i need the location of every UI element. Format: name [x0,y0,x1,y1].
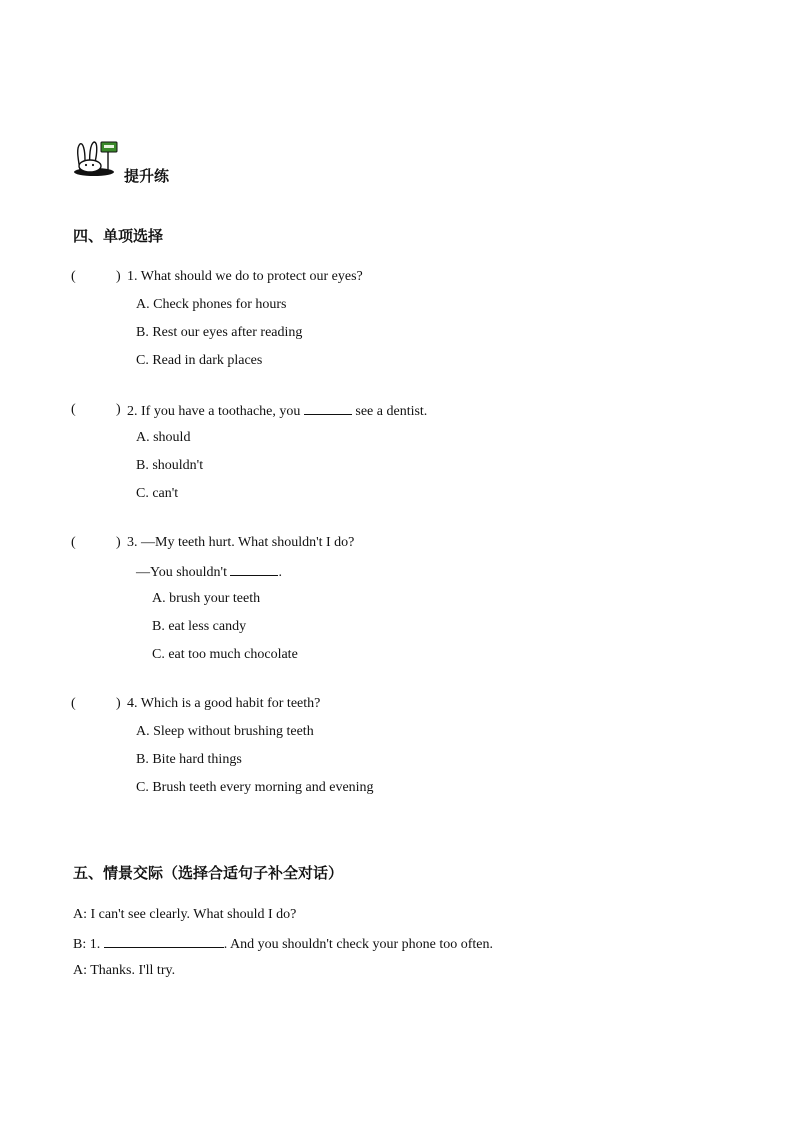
answer-paren-open: ( [71,269,76,284]
question-stem: 4. Which is a good habit for teeth? [127,696,321,711]
question-stem: 3. —My teeth hurt. What shouldn't I do? [127,535,355,550]
answer-paren-close: ) [116,402,121,417]
option-c: C. eat too much chocolate [152,647,298,662]
option-c: C. Read in dark places [136,353,263,368]
option-b: B. Rest our eyes after reading [136,325,303,340]
option-b: B. eat less candy [152,619,247,634]
dialogue-before: B: 1. [73,937,101,952]
answer-paren-close: ) [116,535,121,550]
bunny-logo-icon [72,136,124,178]
question-stem-after: see a dentist. [355,404,428,419]
option-a: A. Check phones for hours [136,297,287,312]
option-c: C. Brush teeth every morning and evening [136,780,374,795]
option-a: A. should [136,430,191,445]
dialogue-line-3: A: Thanks. I'll try. [73,963,176,978]
fill-blank[interactable] [104,934,224,948]
dialogue-line-1: A: I can't see clearly. What should I do? [73,907,297,922]
dialogue-line-2 [73,934,493,954]
option-b: B. Bite hard things [136,752,242,767]
option-a: A. Sleep without brushing teeth [136,724,314,739]
question-stem: 1. What should we do to protect our eyes? [127,269,363,284]
answer-paren-open: ( [71,535,76,550]
reply-before: —You shouldn't [136,565,227,580]
option-a: A. brush your teeth [152,591,261,606]
answer-paren-close: ) [116,696,121,711]
reply-after: . [278,565,282,580]
answer-paren-open: ( [71,402,76,417]
option-b: B. shouldn't [136,458,204,473]
fill-blank[interactable] [304,401,352,415]
section5-heading: 五、情景交际（选择合适句子补全对话） [73,864,344,882]
fill-blank[interactable] [230,562,278,576]
question-stem-before: 2. If you have a toothache, you [127,404,301,419]
option-c: C. can't [136,486,179,501]
section4-heading: 四、单项选择 [73,227,164,245]
dialogue-after: . And you shouldn't check your phone too often. [223,937,493,952]
answer-paren-open: ( [71,696,76,711]
answer-paren-close: ) [116,269,121,284]
section-header-title: 提升练 [124,167,170,185]
